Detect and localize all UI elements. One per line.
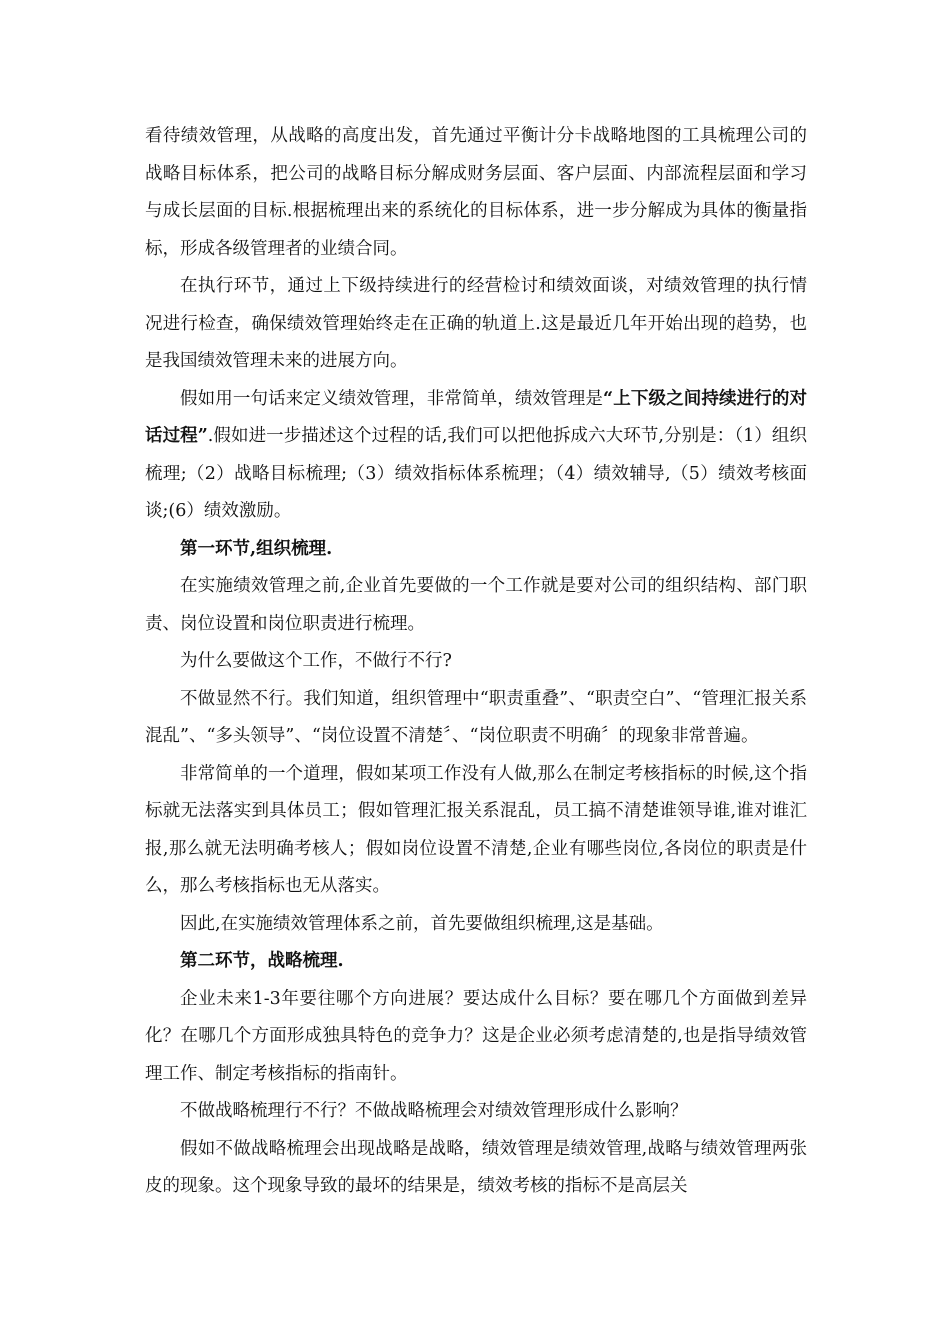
paragraph-5: 为什么要做这个工作，不做行不行? <box>180 651 452 671</box>
paragraph-3 <box>145 381 807 531</box>
paragraph-3-text-b: .假如进一步描述这个过程的话,我们可以把他拆成六大环节,分别是：（1）组织梳理;（2）战略目标梳理;（3）绩效指标体系梳理；（4）绩效辅导,（5）绩效考核面谈;(6）绩效激励。 <box>145 426 807 521</box>
paragraph-4: 在实施绩效管理之前,企业首先要做的一个工作就是要对公司的组织结构、部门职责、岗位设置和岗位职责进行梳理。 <box>145 576 807 634</box>
paragraph-11: 假如不做战略梳理会出现战略是战略，绩效管理是绩效管理,战略与绩效管理两张皮的现象。这个现象导致的最坏的结果是，绩效考核的指标不是高层关 <box>145 1138 807 1196</box>
section-heading-1: 第一环节,组织梳理. <box>180 538 333 559</box>
paragraph-7: 非常简单的一个道理，假如某项工作没有人做,那么在制定考核指标的时候,这个指标就无法落实到具体员工；假如管理汇报关系混乱，员工搞不清楚谁领导谁,谁对谁汇报,那么就无法明确考核人；假如岗位设置不清楚,企业有哪些岗位,各岗位的职责是什么，那么考核指标也无从落实。 <box>145 763 807 896</box>
paragraph-2: 在执行环节，通过上下级持续进行的经营检讨和绩效面谈，对绩效管理的执行情况进行检查，确保绩效管理始终走在正确的轨道上.这是最近几年开始出现的趋势，也是我国绩效管理未来的进展方向。 <box>145 276 807 371</box>
paragraph-3-text-a: 假如用一句话来定义绩效管理，非常简单，绩效管理是 <box>180 388 604 409</box>
section-heading-2: 第二环节，战略梳理. <box>180 951 344 971</box>
paragraph-1: 看待绩效管理，从战略的高度出发，首先通过平衡计分卡战略地图的工具梳理公司的战略目标体系，把公司的战略目标分解成财务层面、客户层面、内部流程层面和学习与成长层面的目标.根据梳理出来的系统化的目标体系，进一步分解成为具体的衡量指标，形成各级管理者的业绩合同。 <box>145 126 807 259</box>
paragraph-9: 企业未来1-3年要往哪个方向进展？要达成什么目标？要在哪几个方面做到差异化？在哪几个方面形成独具特色的竞争力？这是企业必须考虑清楚的,也是指导绩效管理工作、制定考核指标的指南针。 <box>145 988 807 1084</box>
paragraph-10: 不做战略梳理行不行？不做战略梳理会对绩效管理形成什么影响？ <box>180 1101 688 1121</box>
document-page <box>145 118 807 1206</box>
paragraph-6: 不做显然不行。我们知道，组织管理中“职责重叠”、“职责空白”、“管理汇报关系混乱”、“多头领导”、“岗位设置不清楚〞、“岗位职责不明确〞的现象非常普遍。 <box>145 688 807 746</box>
paragraph-3-bold-quote: “上下级之间持续进行的对话过程” <box>145 388 807 446</box>
paragraph-8: 因此,在实施绩效管理体系之前，首先要做组织梳理,这是基础。 <box>180 913 664 934</box>
